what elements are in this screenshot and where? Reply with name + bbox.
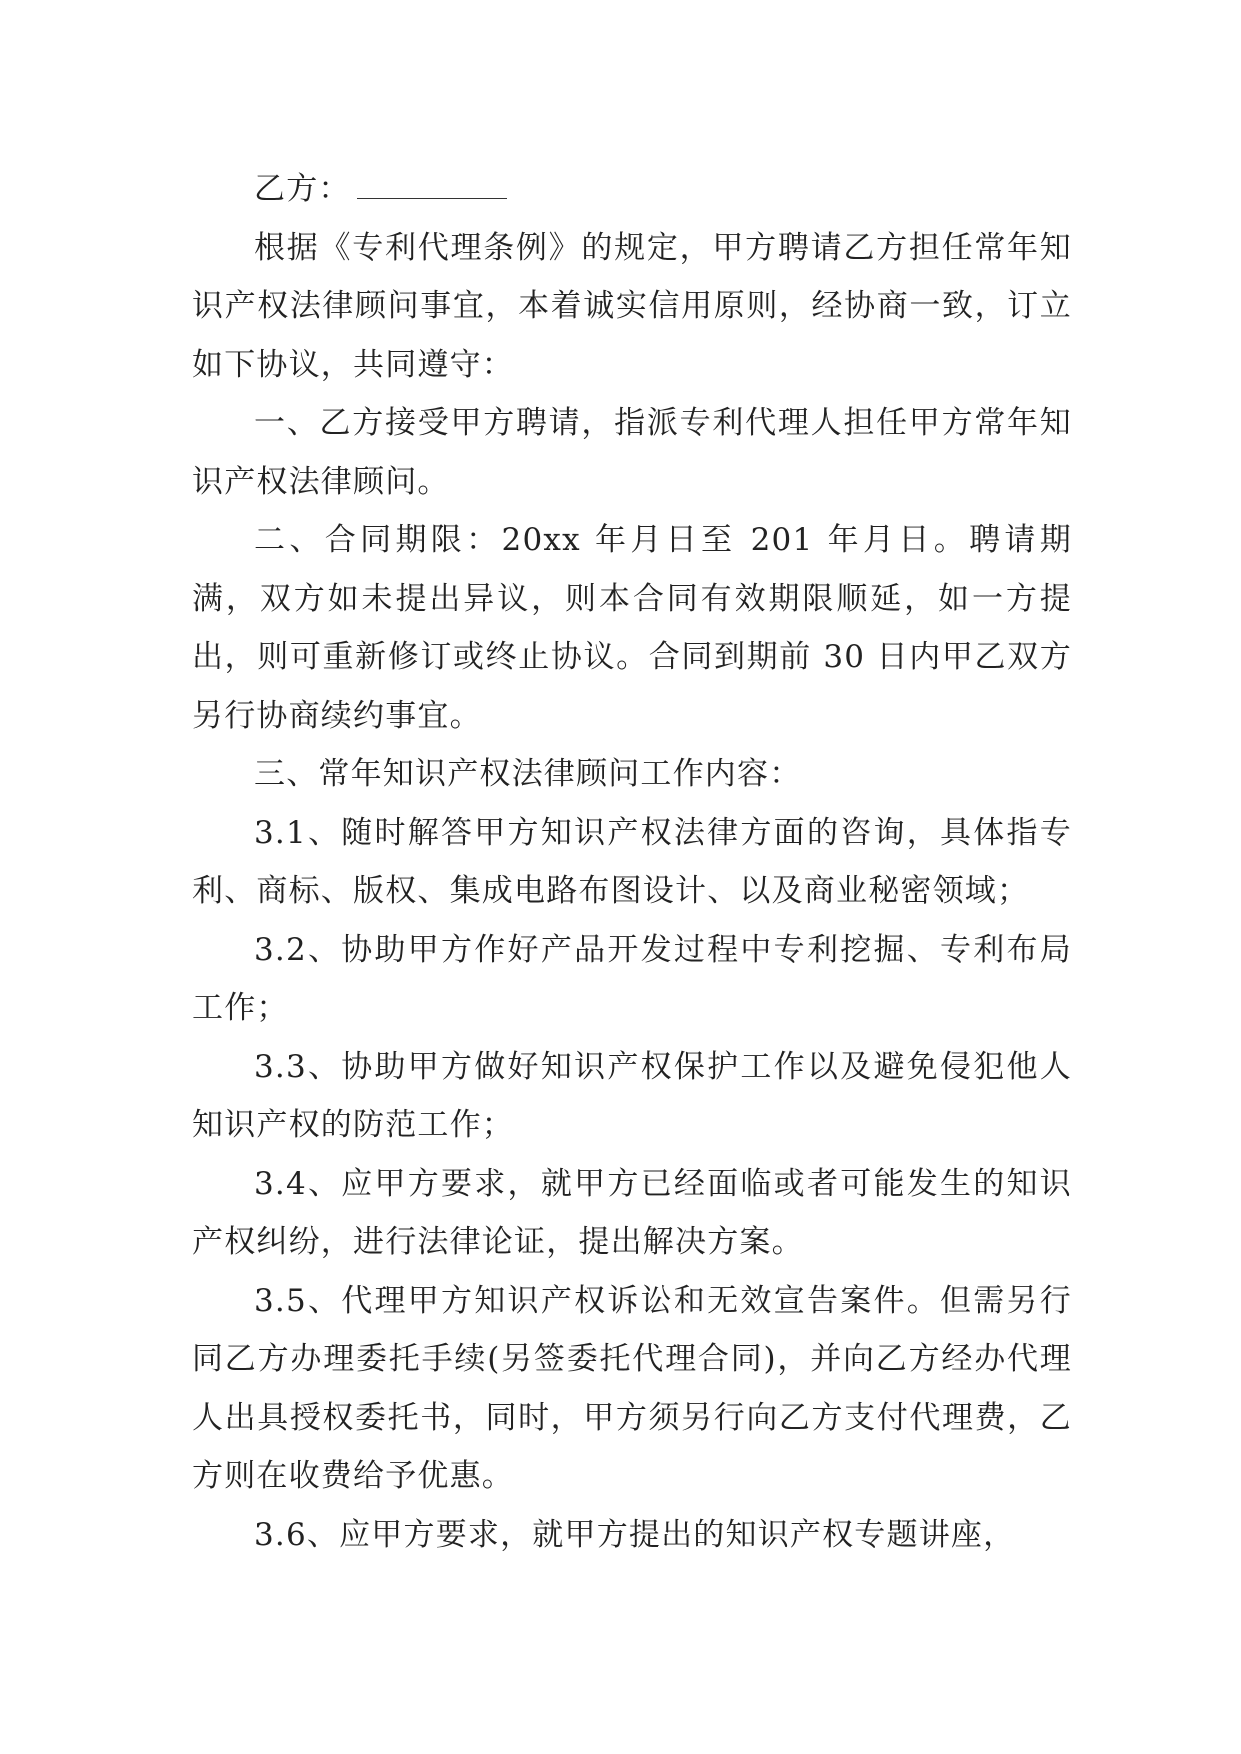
paragraph-clause-3-1: 3.1、随时解答甲方知识产权法律方面的咨询，具体指专利、商标、版权、集成电路布图设计、以及商业秘密领域； [192, 814, 1072, 909]
party-b-blank [357, 168, 507, 199]
paragraph-clause-3: 三、常年知识产权法律顾问工作内容： [254, 756, 802, 792]
paragraph-clause-3-6: 3.6、应甲方要求，就甲方提出的知识产权专题讲座， [254, 1516, 1016, 1553]
paragraph-clause-2: 二、合同期限：20xx 年月日至 201 年月日。聘请期满，双方如未提出异议，则本合同有效期限顺延，如一方提出，则可重新修订或终止协议。合同到期前 30 日内甲乙双方另行协商续约事宜。 [192, 522, 1072, 734]
paragraph-clause-1: 一、乙方接受甲方聘请，指派专利代理人担任甲方常年知识产权法律顾问。 [192, 405, 1072, 500]
contract-body [192, 160, 1072, 1564]
party-b-line [192, 160, 1072, 219]
paragraph-clause-3-3: 3.3、协助甲方做好知识产权保护工作以及避免侵犯他人知识产权的防范工作； [192, 1048, 1072, 1143]
paragraph-clause-3-2: 3.2、协助甲方作好产品开发过程中专利挖掘、专利布局工作； [192, 931, 1072, 1026]
paragraph-clause-3-5: 3.5、代理甲方知识产权诉讼和无效宣告案件。但需另行同乙方办理委托手续(另签委托代理合同)，并向乙方经办代理人出具授权委托书，同时，甲方须另行向乙方支付代理费，乙方则在收费给予优惠。 [192, 1282, 1072, 1494]
party-b-label: 乙方： [254, 171, 351, 207]
paragraph-clause-3-4: 3.4、应甲方要求，就甲方已经面临或者可能发生的知识产权纠纷，进行法律论证，提出解决方案。 [192, 1165, 1072, 1260]
paragraph-preamble: 根据《专利代理条例》的规定，甲方聘请乙方担任常年知识产权法律顾问事宜，本着诚实信用原则，经协商一致，订立如下协议，共同遵守： [192, 229, 1072, 383]
